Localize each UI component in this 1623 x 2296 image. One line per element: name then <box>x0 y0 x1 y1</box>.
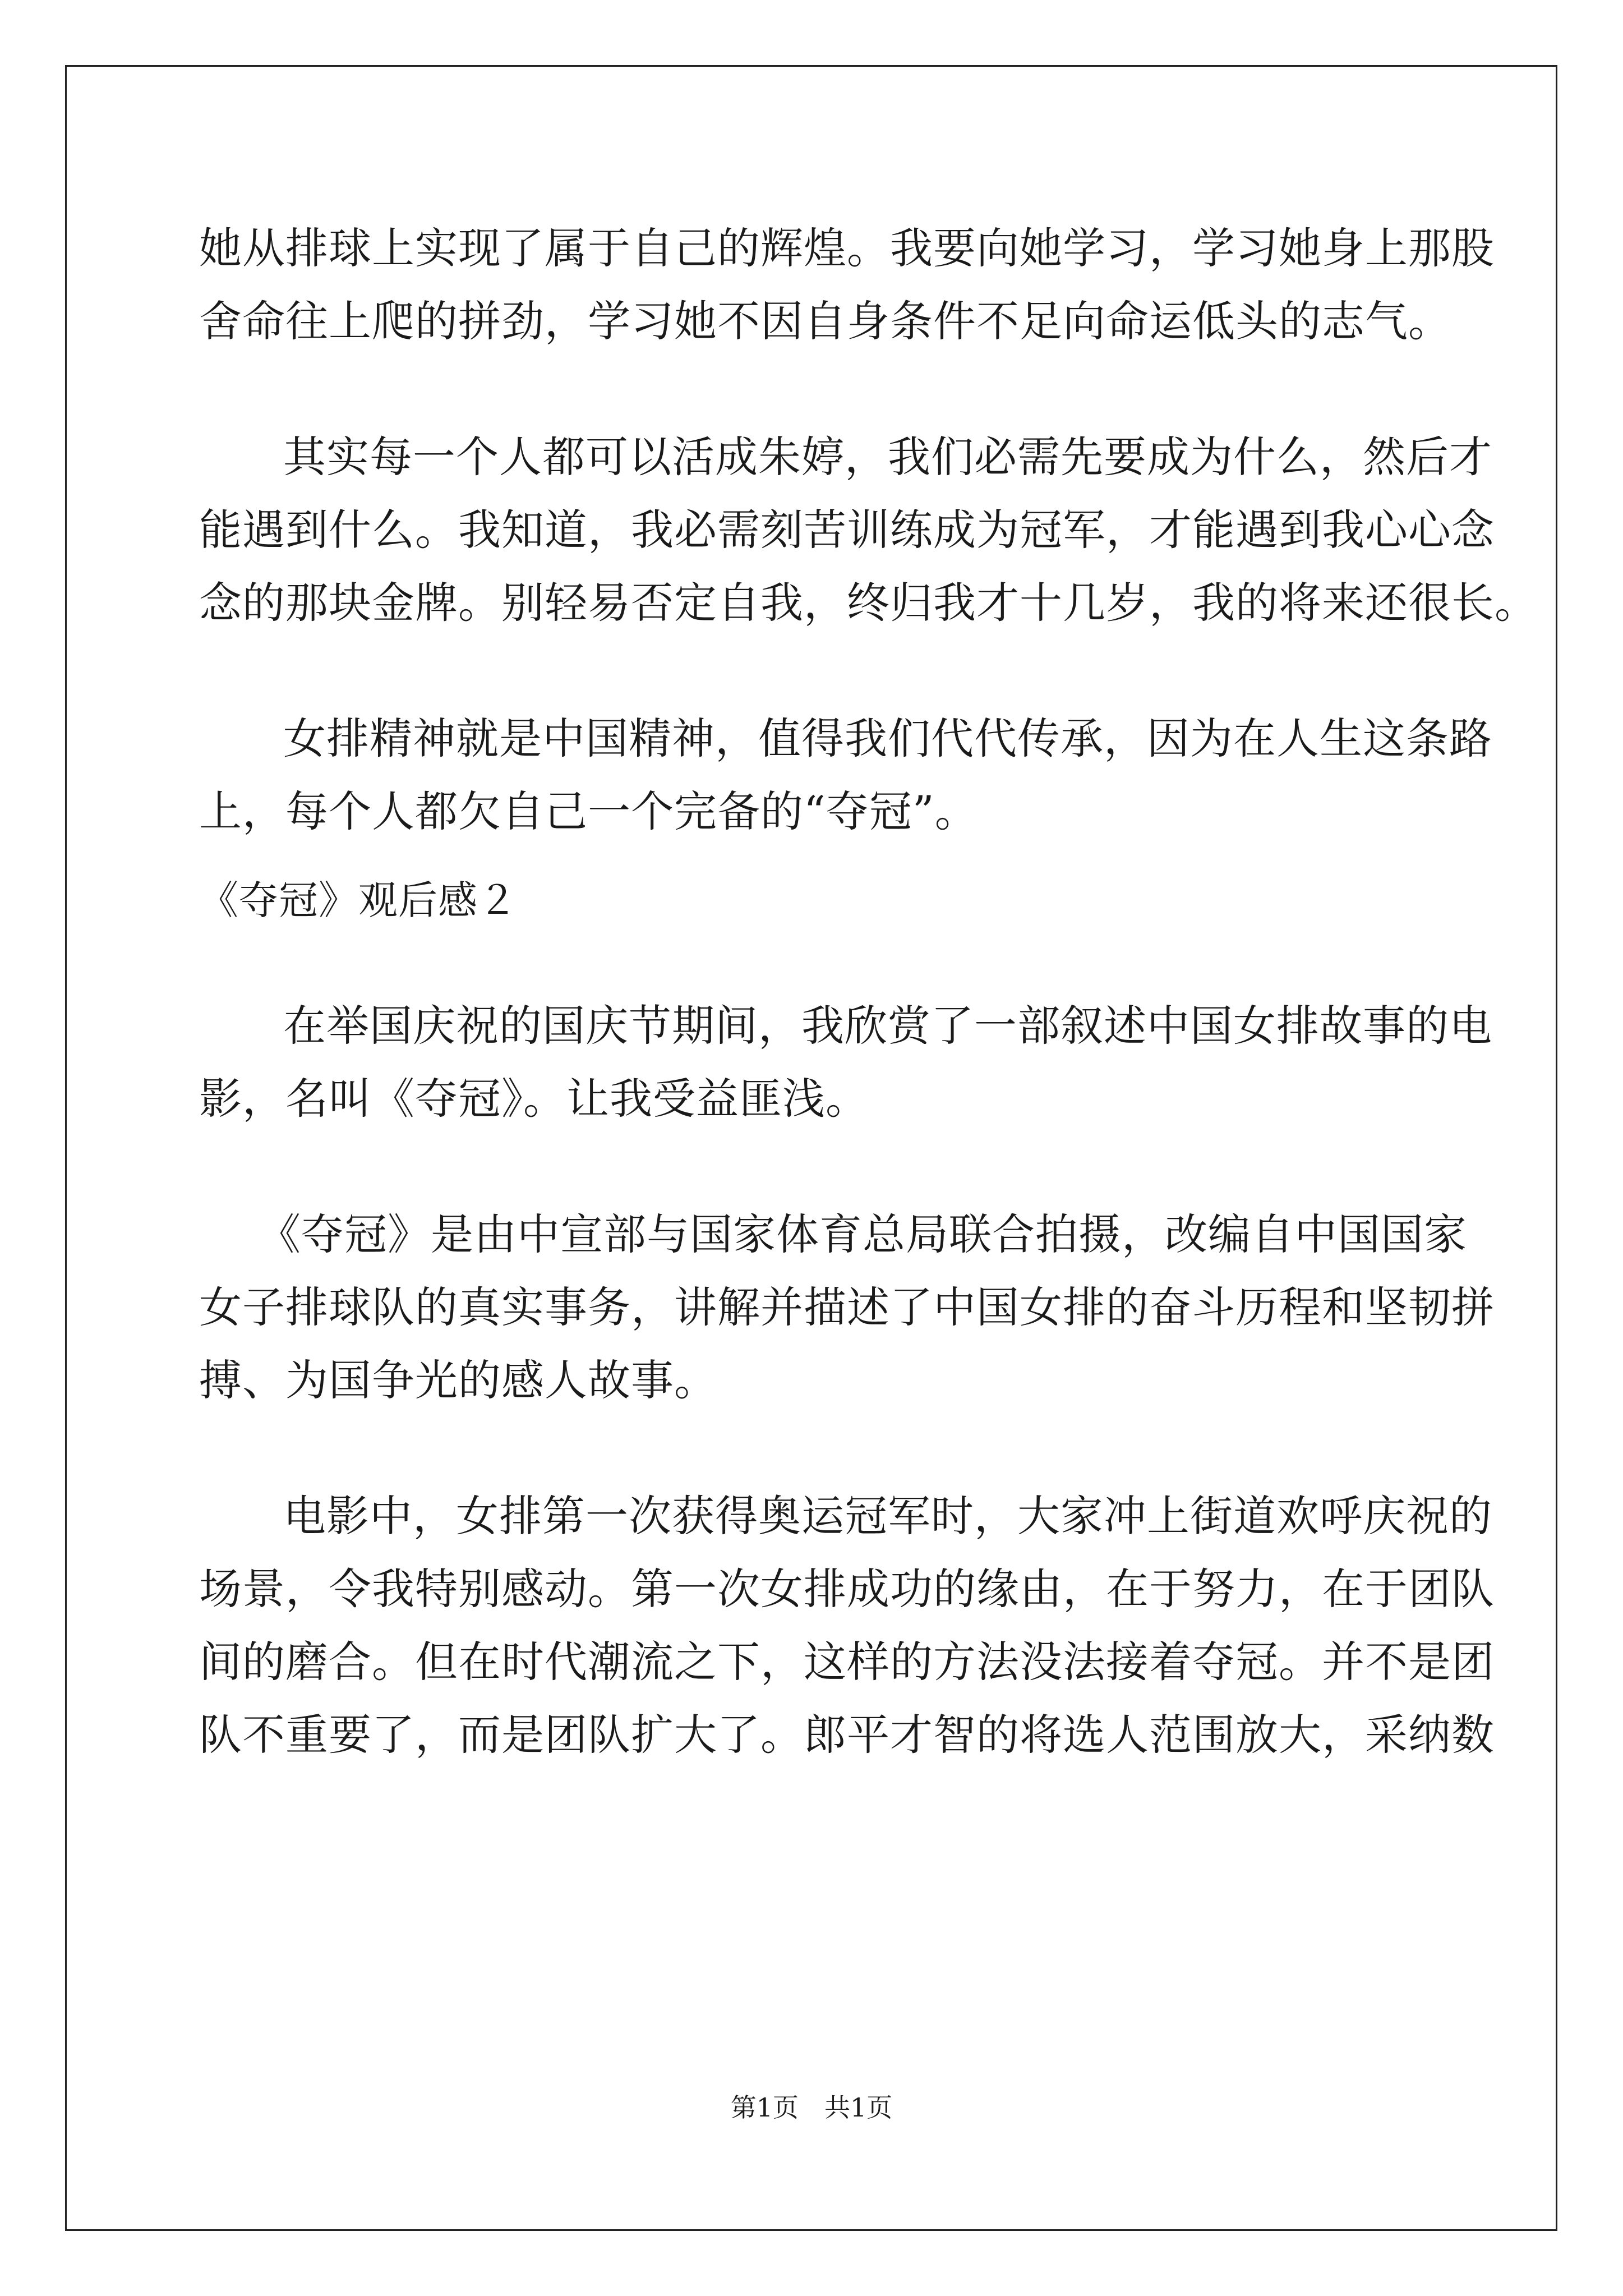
body-line: 她从排球上实现了属于自己的辉煌。我要向她学习，学习她身上那股 <box>199 223 1495 273</box>
body-line: 女子排球队的真实事务，讲解并描述了中国女排的奋斗历程和坚韧拼 <box>199 1282 1495 1332</box>
body-line: 舍命往上爬的拼劲，学习她不因自身条件不足向命运低头的志气。 <box>199 296 1451 346</box>
paragraph-first-line: 电影中，女排第一次获得奥运冠军时，大家冲上街道欢呼庆祝的 <box>283 1491 1492 1541</box>
body-line: 影，名叫《夺冠》。让我受益匪浅。 <box>199 1074 869 1124</box>
body-line: 间的磨合。但在时代潮流之下，这样的方法没法接着夺冠。并不是团 <box>199 1637 1495 1687</box>
body-line: 搏、为国争光的感人故事。 <box>199 1355 717 1405</box>
paragraph-first-line: 女排精神就是中国精神，值得我们代代传承，因为在人生这条路 <box>283 714 1492 763</box>
body-line: 能遇到什么。我知道，我必需刻苦训练成为冠军，才能遇到我心心念 <box>199 505 1495 555</box>
page-footer: 第1页 共1页 <box>730 2092 893 2123</box>
body-line: 上，每个人都欠自己一个完备的“夺冠”。 <box>199 786 978 836</box>
page-border <box>65 65 1557 2231</box>
paragraph-first-line: 其实每一个人都可以活成朱婷，我们必需先要成为什么，然后才 <box>283 432 1492 482</box>
paragraph-first-line: 在举国庆祝的国庆节期间，我欣赏了一部叙述中国女排故事的电 <box>283 1001 1492 1051</box>
body-line: 念的那块金牌。别轻易否定自我，终归我才十几岁，我的将来还很长。 <box>199 578 1538 628</box>
section-heading: 《夺冠》观后感２ <box>199 877 518 923</box>
body-line: 队不重要了，而是团队扩大了。郎平才智的将选人范围放大，采纳数 <box>199 1710 1495 1760</box>
body-line: 场景，令我特别感动。第一次女排成功的缘由，在于努力，在于团队 <box>199 1564 1495 1614</box>
paragraph-first-line: 《夺冠》是由中宣部与国家体育总局联合拍摄，改编自中国国家 <box>258 1209 1467 1259</box>
